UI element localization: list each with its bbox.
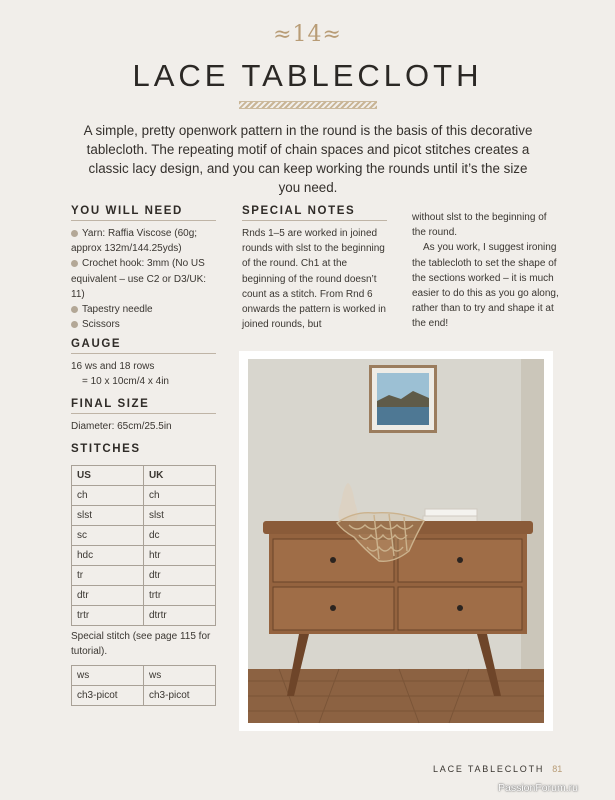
special-notes-col2-b: As you work, I suggest ironing the tablecloth to set the shape of the sections worked – it is much easier to do this as you go along, rather than to try and shape it at the end! [412, 242, 559, 330]
table-cell: hdc [72, 546, 144, 566]
table-cell: ws [72, 666, 144, 686]
table-row [72, 686, 216, 706]
bullet-icon [71, 306, 78, 313]
table-row [72, 546, 216, 566]
product-photo [239, 351, 553, 731]
table-cell: dtr [143, 566, 215, 586]
table-row [72, 666, 216, 686]
table-cell: slst [143, 506, 215, 526]
final-size-heading: FINAL SIZE [71, 398, 216, 414]
decorative-rule [239, 101, 377, 109]
gauge-line1: 16 ws and 18 rows [71, 361, 155, 372]
framed-picture [369, 365, 437, 433]
table-cell: htr [143, 546, 215, 566]
table-cell: ch3-picot [144, 686, 216, 706]
stitches-heading: STITCHES [71, 443, 141, 455]
table-cell: slst [72, 506, 144, 526]
special-stitches-table [71, 665, 216, 706]
list-item: Tapestry needle [71, 302, 216, 317]
you-will-need-section [71, 205, 216, 332]
page-number: 81 [552, 764, 563, 774]
dresser-photo-illustration [239, 351, 553, 731]
table-header-row [72, 466, 216, 486]
table-row [72, 586, 216, 606]
special-notes-col2 [412, 210, 560, 332]
final-size-text: Diameter: 65cm/25.5in [71, 421, 172, 432]
table-cell: ch3-picot [72, 686, 144, 706]
list-item: Yarn: Raffia Viscose (60g; approx 132m/144.25yds) [71, 228, 198, 255]
table-row [72, 506, 216, 526]
chapter-number: ≈14≈ [273, 22, 342, 47]
table-cell: trtr [72, 606, 144, 626]
special-notes-section [242, 205, 387, 332]
table-row [72, 606, 216, 626]
table-cell: ch [143, 486, 215, 506]
table-cell: dtrtr [143, 606, 215, 626]
stitches-table [71, 465, 216, 626]
special-notes-col2-a: without slst to the beginning of the round. [412, 212, 547, 239]
running-footer [433, 764, 562, 774]
table-cell: dc [143, 526, 215, 546]
list-item: Scissors [71, 317, 216, 332]
you-will-need-heading: YOU WILL NEED [71, 205, 216, 221]
table-row [72, 526, 216, 546]
final-size-section [71, 398, 216, 434]
table-cell: trtr [143, 586, 215, 606]
table-header-cell: UK [143, 466, 215, 486]
special-notes-heading: SPECIAL NOTES [242, 205, 387, 221]
intro-paragraph: A simple, pretty openwork pattern in the round is the basis of this decorative tablecloth. The repeating motif of chain spaces and picot stitches creates a classic lacy design, and you can keep working the rounds until it’s the size you need. [83, 123, 533, 195]
table-cell: dtr [72, 586, 144, 606]
special-stitch-note: Special stitch (see page 115 for tutorial). [71, 631, 211, 658]
list-item: Crochet hook: 3mm (No US equivalent – use C2 or D3/UK: 11) [71, 258, 207, 300]
table-cell: sc [72, 526, 144, 546]
watermark: PassionForum.ru [498, 782, 578, 794]
gauge-section [71, 338, 216, 389]
gauge-heading: GAUGE [71, 338, 216, 354]
table-row [72, 566, 216, 586]
table-header-cell: US [72, 466, 144, 486]
bullet-icon [71, 260, 78, 267]
table-cell: tr [72, 566, 144, 586]
table-cell: ws [144, 666, 216, 686]
table-cell: ch [72, 486, 144, 506]
special-notes-col1: Rnds 1–5 are worked in joined rounds with slst to the beginning of the round. Ch1 at the beginning of the round doesn’t count as a stitch. From Rnd 6 onwards the pattern is worked in joined rounds, but [242, 228, 386, 331]
running-title: LACE TABLECLOTH [433, 764, 545, 774]
table-row [72, 486, 216, 506]
gauge-line2: = 10 x 10cm/4 x 4in [82, 376, 169, 388]
page-title: LACE TABLECLOTH [132, 58, 483, 93]
bullet-icon [71, 230, 78, 237]
stitches-section [71, 443, 216, 706]
bullet-icon [71, 321, 78, 328]
